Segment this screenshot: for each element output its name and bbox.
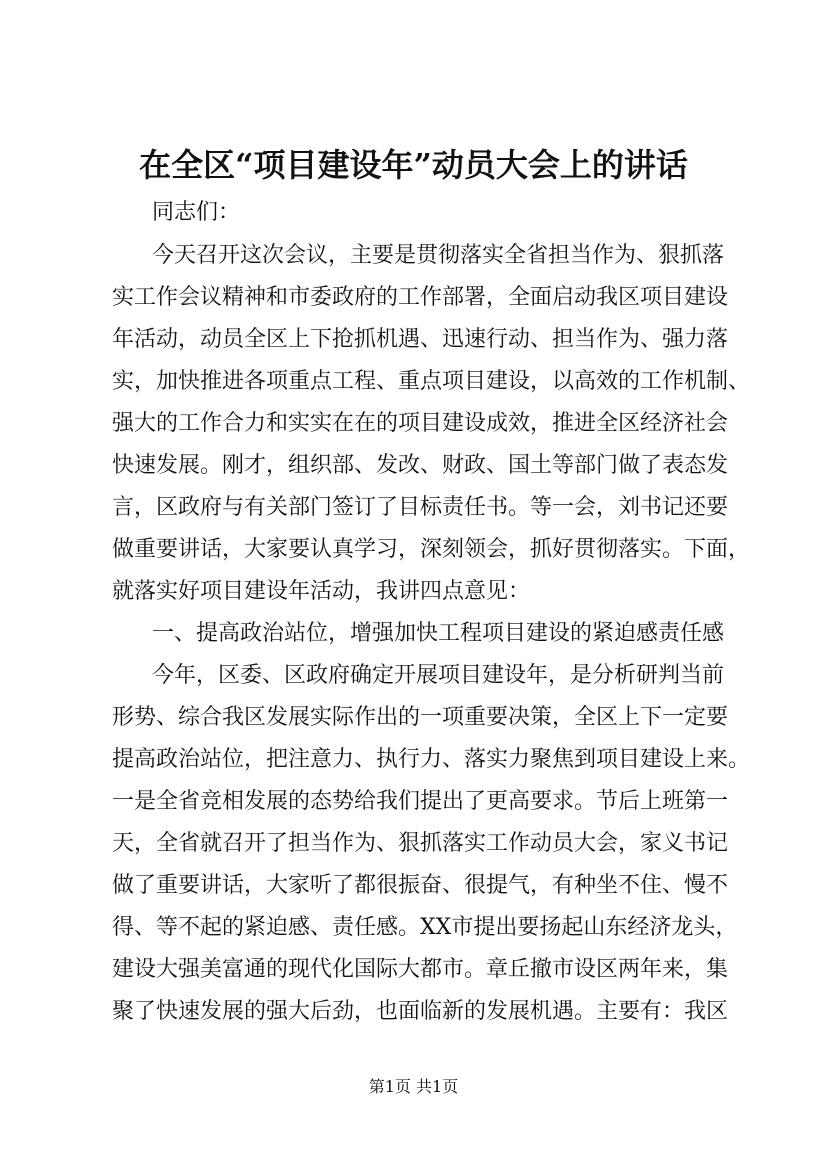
paragraph-line: 言，区政府与有关部门签订了目标责任书。等一会，刘书记还要 <box>112 495 729 520</box>
paragraph-line: 形势、综合我区发展实际作出的一项重要决策，全区上下一定要 <box>112 705 729 730</box>
paragraph-line: 得、等不起的紧迫感、责任感。XX市提出要扬起山东经济龙头， <box>112 915 738 940</box>
paragraph-line: 强大的工作合力和实实在在的项目建设成效，推进全区经济社会 <box>112 411 729 436</box>
paragraph-line: 实工作会议精神和市委政府的工作部署，全面启动我区项目建设 <box>112 285 729 310</box>
paragraph-line: 天，全省就召开了担当作为、狠抓落实工作动员大会，家义书记 <box>112 831 729 856</box>
paragraph-line: 做重要讲话，大家要认真学习，深刻领会，抓好贯彻落实。下面， <box>112 537 751 562</box>
paragraph-line: 聚了快速发展的强大后劲，也面临新的发展机遇。主要有：我区 <box>112 999 729 1024</box>
paragraph-line: 提高政治站位，把注意力、执行力、落实力聚焦到项目建设上来。 <box>112 747 751 772</box>
paragraph-line: 快速发展。刚才，组织部、发改、财政、国土等部门做了表态发 <box>112 453 729 478</box>
paragraph-line: 实，加快推进各项重点工程、重点项目建设，以高效的工作机制、 <box>112 369 751 394</box>
paragraph-line: 年活动，动员全区上下抢抓机遇、迅速行动、担当作为、强力落 <box>112 327 729 352</box>
page-footer: 第1页 共1页 <box>368 1077 459 1096</box>
paragraph-line: 就落实好项目建设年活动，我讲四点意见： <box>112 579 531 604</box>
section-heading: 一、提高政治站位，增强加快工程项目建设的紧迫感责任感 <box>152 621 725 646</box>
document-title: 在全区“项目建设年”动员大会上的讲话 <box>139 146 688 184</box>
paragraph-line: 建设大强美富通的现代化国际大都市。章丘撤市设区两年来，集 <box>112 957 729 982</box>
salutation: 同志们： <box>152 200 241 225</box>
paragraph-line: 今年，区委、区政府确定开展项目建设年，是分析研判当前 <box>152 663 725 688</box>
paragraph-line: 今天召开这次会议，主要是贯彻落实全省担当作为、狠抓落 <box>152 243 725 268</box>
paragraph-line: 一是全省竞相发展的态势给我们提出了更高要求。节后上班第一 <box>112 789 729 814</box>
paragraph-line: 做了重要讲话，大家听了都很振奋、很提气，有种坐不住、慢不 <box>112 873 729 898</box>
